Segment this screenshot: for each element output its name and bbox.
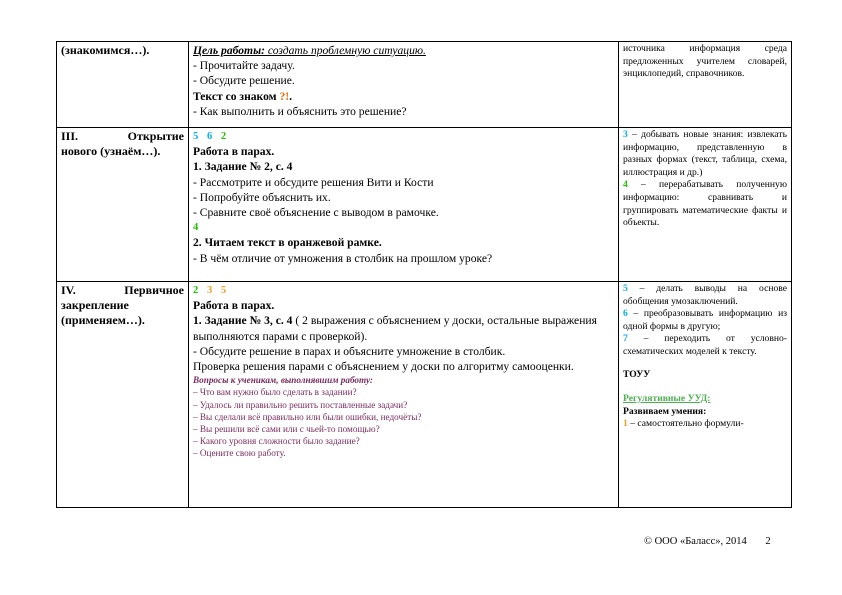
- content-line: Работа в парах.: [193, 145, 275, 159]
- number-marker: 4: [193, 222, 202, 234]
- content-line: - Как выполнить и объяснить это решение?: [193, 104, 407, 118]
- task-label: 1. Задание № 3, с. 4: [193, 314, 293, 328]
- content-line: - Прочитайте задачу.: [193, 59, 295, 73]
- content-cell: [189, 128, 619, 282]
- copyright: © ООО «Баласс», 2014: [644, 536, 747, 547]
- uud-text: – преобразовывать информацию из одной формы в другую;: [623, 308, 787, 332]
- number-marker: 4: [623, 179, 628, 191]
- question-item: – Вы сделали всё правильно или были ошибки, недочёты?: [193, 411, 422, 422]
- content-line: 1. Задание № 2, с. 4: [193, 160, 293, 174]
- number-marker: 1: [623, 418, 628, 430]
- content-line: Работа в парах.: [193, 299, 275, 313]
- number-marker: 5: [193, 131, 202, 142]
- number-marker: 3: [623, 129, 628, 140]
- uud-cell: [619, 42, 792, 128]
- number-marker: 5: [220, 285, 230, 296]
- content-line: - Обсудите решение в парах и объясните умножение в столбик.: [193, 344, 506, 358]
- question-item: – Удалось ли правильно решить поставленные задачи?: [193, 399, 408, 410]
- uud-text: – самостоятельно формули-: [627, 418, 744, 430]
- stage-cell: [57, 42, 189, 128]
- question-item: – Вы решили всё сами или с чьей-то помощью?: [193, 424, 380, 435]
- uud-cell: [619, 282, 792, 508]
- goal-line: [193, 43, 614, 58]
- content-line: Проверка решения парами с объяснением у доски по алгоритму самооценки.: [193, 360, 574, 374]
- uud-item: [623, 283, 787, 308]
- table-row: [57, 282, 792, 508]
- stage-cell: [57, 282, 189, 508]
- number-marker: 7: [623, 333, 628, 345]
- task-note: ( 2 выражения с объяснением у доски, остальные выражения выполняются парами с проверкой).: [193, 314, 597, 343]
- uud-text: – делать выводы на основе обобщения умозаключений.: [623, 283, 787, 307]
- sign-text-label: Текст со знаком: [193, 89, 280, 103]
- toyu-label: ТОУУ: [623, 368, 651, 380]
- question-item: – Что вам нужно было сделать в задании?: [193, 387, 357, 398]
- uud-text: – перерабатывать полученную информацию: сравнивать и группировать математические факты и объекты.: [623, 179, 787, 229]
- content-line: - Попробуйте объяснить их.: [193, 190, 331, 204]
- develop-skills-label: Развиваем умения:: [623, 405, 707, 417]
- content-line: - Обсудите решение.: [193, 74, 295, 88]
- page-number: 2: [765, 536, 771, 547]
- content-line: 2. Читаем текст в оранжевой рамке.: [193, 236, 382, 250]
- table-row: [57, 42, 792, 128]
- stage-label: (знакомимся…).: [61, 43, 150, 57]
- content-line: - Сравните своё объяснение с выводом в рамочке.: [193, 206, 439, 220]
- content-line: - Рассмотрите и обсудите решения Вити и Кости: [193, 175, 434, 189]
- uud-item: [623, 179, 787, 229]
- question-item: – Оцените свою работу.: [193, 448, 286, 459]
- lesson-plan-table: [56, 41, 792, 508]
- page-footer: [644, 536, 771, 547]
- goal-text: создать проблемную ситуацию.: [264, 44, 426, 57]
- uud-text: – добывать новые знания: извлекать информацию, представленную в разных формах (текст, таблица, схема, иллюстрация и др.): [623, 129, 787, 178]
- content-cell: [189, 282, 619, 508]
- uud-numbers: [193, 283, 614, 298]
- uud-item: [623, 308, 787, 333]
- question-item: – Какого уровня сложности было задание?: [193, 436, 360, 447]
- uud-numbers: [193, 129, 614, 144]
- number-marker: 2: [220, 131, 230, 142]
- sign-period: .: [289, 89, 293, 103]
- uud-item: [623, 418, 787, 431]
- sign-icon: ?!: [279, 89, 290, 103]
- number-marker: 5: [623, 283, 628, 294]
- uud-item: [623, 129, 787, 179]
- stage-label-cont: (применяем…).: [61, 313, 145, 327]
- goal-label: Цель работы:: [193, 44, 265, 57]
- table-row: [57, 128, 792, 282]
- number-marker: 2: [193, 285, 202, 296]
- content-line: [193, 313, 614, 343]
- uud-cell: [619, 128, 792, 282]
- stage-label: IV. Первичное: [61, 283, 184, 297]
- number-marker: 6: [623, 308, 628, 320]
- content-cell: [189, 42, 619, 128]
- stage-label: III. Открытие: [61, 129, 184, 143]
- number-marker: 3: [206, 285, 216, 296]
- content-line: [193, 89, 614, 104]
- number-marker: 6: [206, 131, 216, 142]
- stage-label-cont: нового (узнаём…).: [61, 144, 161, 158]
- uud-text: – переходить от условно-схематических моделей к тексту.: [623, 333, 787, 357]
- stage-cell: [57, 128, 189, 282]
- questions-header: Вопросы к ученикам, выполнявшим работу:: [193, 375, 373, 386]
- regulatory-uud-heading: Регулятивные УУД:: [623, 393, 711, 405]
- uud-text: источника информация среда предложенных учителем словарей, энциклопедий, справочников.: [623, 43, 787, 80]
- uud-item: [623, 333, 787, 358]
- stage-label-cont: закрепление: [61, 298, 129, 312]
- content-line: - В чём отличие от умножения в столбик на прошлом уроке?: [193, 251, 493, 265]
